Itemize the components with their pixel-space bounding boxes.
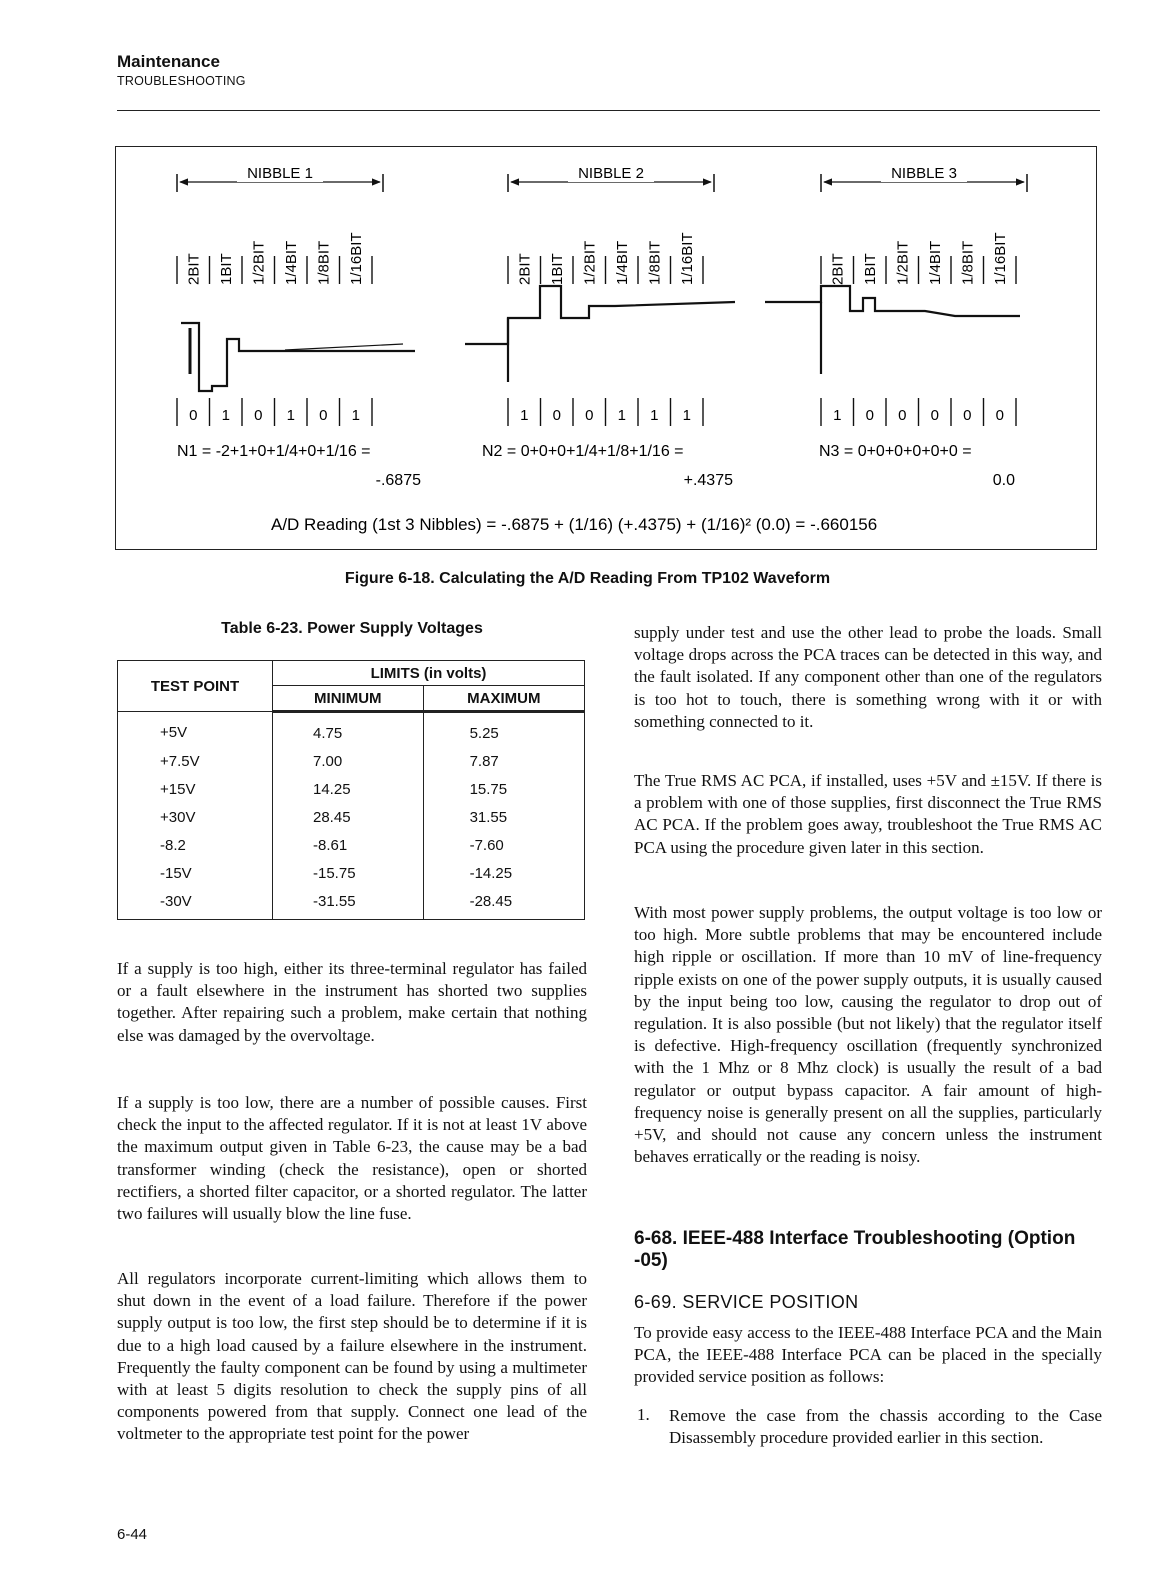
bit-label: 1/4BIT [282,240,300,285]
test-point-cell: +5V [118,712,273,748]
bit-value: 0 [585,407,594,424]
table-row [118,831,585,859]
maximum-cell: -7.60 [423,831,584,859]
table-row [118,747,585,775]
bit-label: 1BIT [548,253,566,285]
header-rule [117,110,1100,111]
test-point-cell: -15V [118,859,273,887]
maximum-cell: 15.75 [423,775,584,803]
bit-value: 0 [963,407,972,424]
bit-label: 2BIT [829,253,847,285]
power-supply-table [117,660,585,920]
bit-value: 1 [221,407,230,424]
nibble-label: NIBBLE 1 [247,165,313,182]
bit-value: 0 [319,407,328,424]
nibble-result: 0.0 [992,472,1015,489]
paragraph-service-position: To provide easy access to the IEEE-488 Interface PCA and the Main PCA, the IEEE-488 Interface PCA can be placed in the specially provided service position as follows: [634,1323,1102,1387]
bit-value: 0 [552,407,561,424]
section-heading: 6-68. IEEE-488 Interface Troubleshooting (Option -05) [634,1228,1076,1271]
paragraph-current-limiting: All regulators incorporate current-limiting which allows them to shut down in the event of a load failure. Therefore if the power supply output is too low, the first step should be to determine if it is due to a high load caused by a failure elsewhere in the instrument. Frequently the faulty component can be found by using a multimeter with at least 5 digits resolution to check the supply pins of all components powered from that supply. Connect one lead of the voltmeter to the appropriate test point for the power [117,1269,587,1444]
step-text: Remove the case from the chassis according to the Case Disassembly procedure provided earlier in this section. [669,1406,1102,1448]
bit-value: 0 [254,407,263,424]
bit-label: 1/4BIT [613,240,631,285]
bit-value: 1 [833,407,842,424]
bit-value: 1 [520,407,529,424]
bit-label: 2BIT [516,253,534,285]
bit-label: 1/2BIT [581,240,599,285]
ad-reading: A/D Reading (1st 3 Nibbles) = -.6875 + (1/16) (+.4375) + (1/16)² (0.0) = -.660156 [271,515,878,534]
bit-value: 1 [617,407,626,424]
bit-value: 0 [865,407,874,424]
bit-value: 1 [351,407,360,424]
nibble-result: -.6875 [375,472,421,489]
section-subtitle: TROUBLESHOOTING [117,74,246,88]
table-row [118,859,585,887]
maximum-cell: 31.55 [423,803,584,831]
bit-value: 0 [930,407,939,424]
section-title: Maintenance [117,52,220,71]
waveform-trace [181,286,1020,391]
paragraph-probe-loads: supply under test and use the other lead to probe the loads. Small voltage drops across the PCA traces can be detected in this way, and the fault isolated. If any component other than one of the regulators is too hot to touch, there is something wrong with it or with something connected to it. [634,623,1102,731]
bit-label: 1BIT [217,253,235,285]
nibble-group [177,160,383,426]
waveform-figure [115,146,1097,550]
page-number: 6-44 [117,1526,148,1543]
nibble-result: +.4375 [683,472,733,489]
nibble-label: NIBBLE 2 [578,165,644,182]
bit-value: 1 [650,407,659,424]
maximum-cell: -28.45 [423,887,584,920]
column-header-minimum: MINIMUM [273,686,424,712]
nibble-equation: N2 = 0+0+0+1/4+1/8+1/16 = [482,443,684,460]
maximum-cell: 5.25 [423,712,584,748]
bit-label: 1/8BIT [646,240,664,285]
minimum-cell: 14.25 [273,775,424,803]
test-point-cell: +15V [118,775,273,803]
minimum-cell: -15.75 [273,859,424,887]
nibble-label: NIBBLE 3 [891,165,957,182]
minimum-cell: -31.55 [273,887,424,920]
bit-value: 0 [898,407,907,424]
paragraph-ripple-oscillation: With most power supply problems, the output voltage is too low or too high. More subtle problems that may be encountered include high ripple or oscillation. If more than 10 mV of line-frequency ripple exists on one of the power supply outputs, it is usually caused by the input being too low, causing the regulator to drop out of regulation. It is also possible (but not likely) that the regulator itself is defective. High-frequency oscillation (frequently synchronized with the 1 Mhz or 8 Mhz clock) is usually the result of a bad regulator or output bypass capacitor. A fair amount of high-frequency noise is generally present on all the supplies, particularly +5V, and should not cause any concern unless the instrument behaves erratically or the reading is noisy. [634,903,1102,1167]
table-row [118,775,585,803]
test-point-cell: -8.2 [118,831,273,859]
bit-value: 0 [189,407,198,424]
nibble-equation: N3 = 0+0+0+0+0+0 = [819,443,972,460]
table-row [118,712,585,748]
nibble-group [821,160,1027,426]
table-row [118,803,585,831]
column-header-limits: LIMITS (in volts) [273,661,585,686]
minimum-cell: -8.61 [273,831,424,859]
minimum-cell: 7.00 [273,747,424,775]
maximum-cell: 7.87 [423,747,584,775]
test-point-cell: -30V [118,887,273,920]
bit-value: 0 [995,407,1004,424]
minimum-cell: 28.45 [273,803,424,831]
figure-caption: Figure 6-18. Calculating the A/D Reading From TP102 Waveform [344,570,831,587]
bit-value: 1 [286,407,295,424]
bit-label: 1/2BIT [894,240,912,285]
bit-label: 1/16BIT [678,232,696,285]
column-header-test-point: TEST POINT [118,661,273,712]
bit-label: 2BIT [185,253,203,285]
minimum-cell: 4.75 [273,712,424,748]
paragraph-supply-too-low: If a supply is too low, there are a number of possible causes. First check the input to the affected regulator. If it is not at least 1V above the maximum output given in Table 6-23, the cause may be a bad transformer winding (check the resistance), open or shorted rectifiers, a shorted filter capacitor, or a shorted regulator. The latter two failures will usually blow the line fuse. [117,1093,587,1224]
table-row [118,887,585,920]
table-title: Table 6-23. Power Supply Voltages [221,620,483,637]
paragraph-true-rms: The True RMS AC PCA, if installed, uses +5V and ±15V. If there is a problem with one of those supplies, first disconnect the True RMS AC PCA. If the problem goes away, troubleshoot the True RMS AC PCA using the procedure given later in this section. [634,771,1102,857]
bit-label: 1BIT [861,253,879,285]
test-point-cell: +7.5V [118,747,273,775]
nibble-equation: N1 = -2+1+0+1/4+0+1/16 = [177,443,371,460]
maximum-cell: -14.25 [423,859,584,887]
step-number: 1. [637,1405,650,1424]
test-point-cell: +30V [118,803,273,831]
bit-label: 1/8BIT [959,240,977,285]
bit-label: 1/2BIT [250,240,268,285]
bit-label: 1/16BIT [347,232,365,285]
bit-value: 1 [682,407,691,424]
bit-label: 1/16BIT [991,232,1009,285]
column-header-maximum: MAXIMUM [423,686,584,712]
bit-label: 1/8BIT [315,240,333,285]
paragraph-supply-too-high: If a supply is too high, either its three-terminal regulator has failed or a fault elsewhere in the instrument has shorted two supplies together. After repairing such a problem, make certain that nothing else was damaged by the overvoltage. [117,959,587,1045]
bit-label: 1/4BIT [926,240,944,285]
subsection-heading: 6-69. SERVICE POSITION [634,1292,859,1312]
